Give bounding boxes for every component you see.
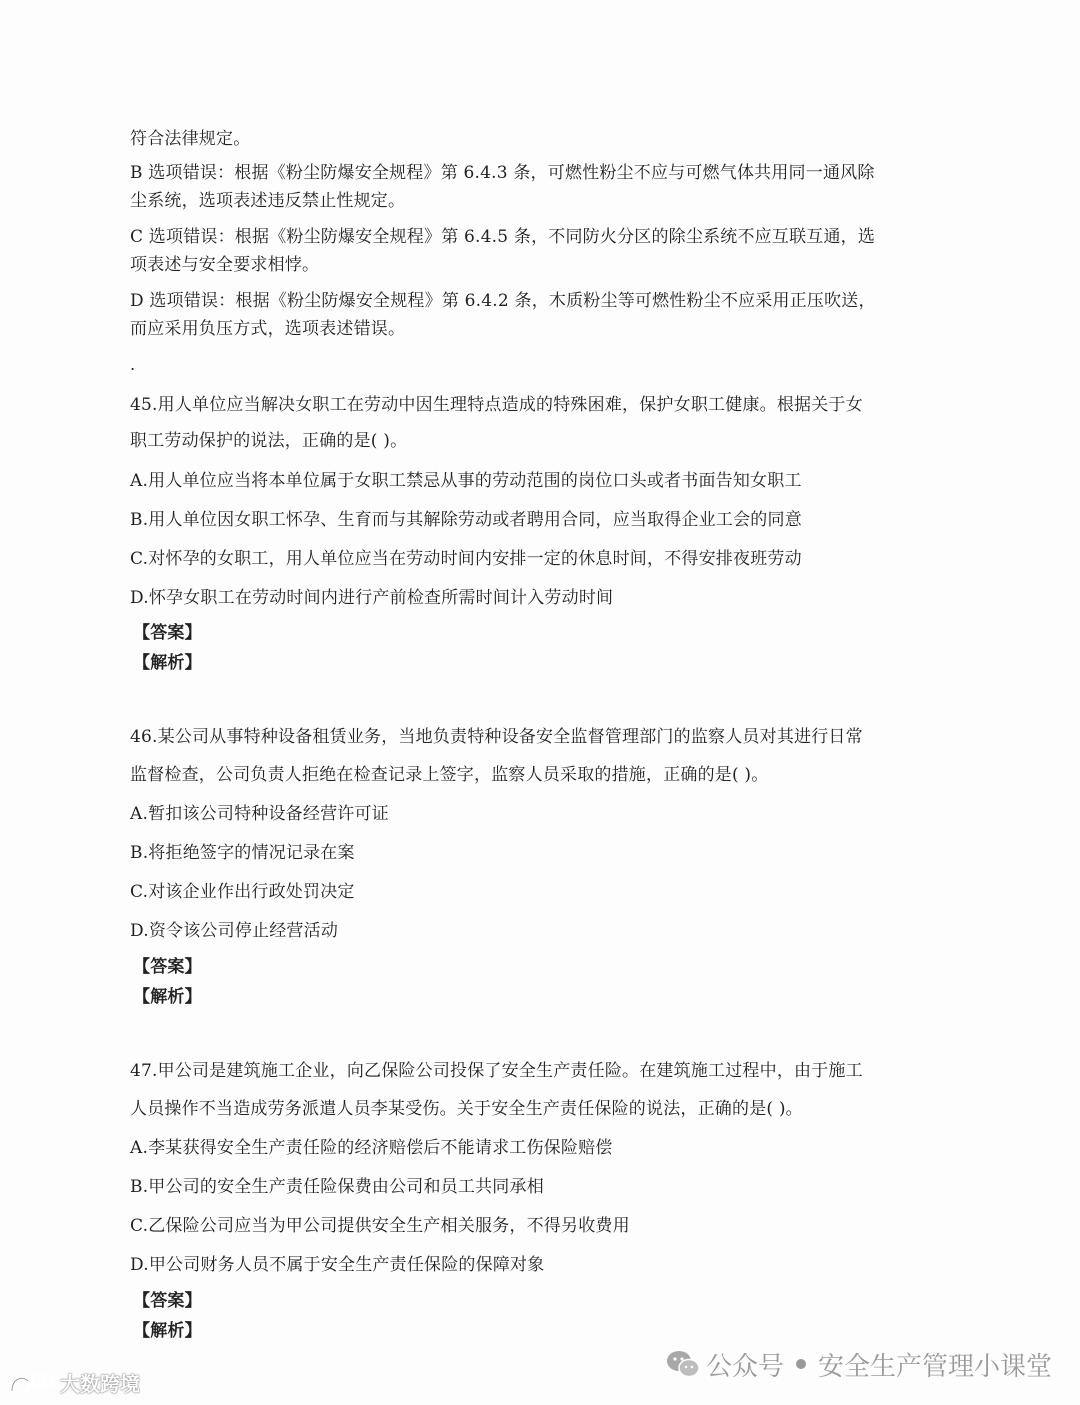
q47-option-d: D.甲公司财务人员不属于安全生产责任保险的保障对象: [130, 1255, 545, 1275]
watermark-logo-icon: [8, 1369, 56, 1397]
q45-answer-label: 【答案】: [133, 623, 202, 643]
q46-analysis-label: 【解析】: [133, 987, 202, 1007]
q47-analysis-label: 【解析】: [133, 1321, 202, 1341]
account-name: 安全生产管理小课堂: [817, 1351, 1052, 1382]
watermark: [8, 1368, 140, 1397]
q45-analysis-label: 【解析】: [133, 653, 202, 673]
text-line: C 选项错误：根据《粉尘防爆安全规程》第 6.4.5 条，不同防火分区的除尘系统不应互联互通，选: [130, 227, 876, 247]
account-label: 公众号: [705, 1351, 784, 1382]
text-line: B 选项错误：根据《粉尘防爆安全规程》第 6.4.3 条，可燃性粉尘不应与可燃气体共用同一通风除: [130, 163, 875, 183]
q46-answer-label: 【答案】: [133, 957, 202, 977]
q47-answer-label: 【答案】: [133, 1291, 202, 1311]
separator-dot: [796, 1359, 806, 1369]
text-line: 尘系统，选项表述违反禁止性规定。: [130, 191, 406, 211]
text-line: 符合法律规定。: [130, 129, 251, 149]
q47-option-a: A.李某获得安全生产责任险的经济赔偿后不能请求工伤保险赔偿: [130, 1138, 613, 1158]
q46-option-a: A.暂扣该公司特种设备经营许可证: [130, 804, 389, 824]
q47-stem-line1: 47.甲公司是建筑施工企业，向乙保险公司投保了安全生产责任险。在建筑施工过程中，由于施工: [130, 1061, 863, 1081]
text-line: 项表述与安全要求相悖。: [130, 255, 320, 275]
q46-option-b: B.将拒绝签字的情况记录在案: [130, 843, 355, 863]
q45-option-c: C.对怀孕的女职工，用人单位应当在劳动时间内安排一定的休息时间，不得安排夜班劳动: [130, 549, 802, 569]
q45-option-a: A.用人单位应当将本单位属于女职工禁忌从事的劳动范围的岗位口头或者书面告知女职工: [130, 471, 802, 491]
q46-stem-line1: 46.某公司从事特种设备租赁业务，当地负责特种设备安全监督管理部门的监察人员对其进行日常: [130, 727, 863, 747]
q45-option-b: B.用人单位因女职工怀孕、生育而与其解除劳动或者聘用合同，应当取得企业工会的同意: [130, 510, 802, 530]
text-line: 而应采用负压方式，选项表述错误。: [130, 319, 406, 339]
watermark-text: 大数跨境: [60, 1372, 140, 1396]
q47-stem-line2: 人员操作不当造成劳务派遣人员李某受伤。关于安全生产责任保险的说法，正确的是( )。: [130, 1099, 803, 1119]
q46-stem-line2: 监督检查，公司负责人拒绝在检查记录上签字，监察人员采取的措施，正确的是( )。: [130, 765, 769, 785]
wechat-icon: [666, 1349, 700, 1379]
q46-option-c: C.对该企业作出行政处罚决定: [130, 882, 355, 902]
q45-stem-line1: 45.用人单位应当解决女职工在劳动中因生理特点造成的特殊困难，保护女职工健康。根据关于女: [130, 395, 863, 415]
stray-dot: .: [130, 355, 136, 374]
q47-option-c: C.乙保险公司应当为甲公司提供安全生产相关服务，不得另收费用: [130, 1216, 630, 1236]
q45-stem-line2: 职工劳动保护的说法，正确的是( )。: [130, 431, 408, 451]
q46-option-d: D.资令该公司停止经营活动: [130, 921, 339, 941]
q47-option-b: B.甲公司的安全生产责任险保费由公司和员工共同承相: [130, 1177, 544, 1197]
q45-option-d: D.怀孕女职工在劳动时间内进行产前检查所需时间计入劳动时间: [130, 588, 614, 608]
text-line: D 选项错误：根据《粉尘防爆安全规程》第 6.4.2 条，木质粉尘等可燃性粉尘不应采用正压吹送，: [130, 291, 876, 311]
account-footer: [666, 1344, 1052, 1384]
